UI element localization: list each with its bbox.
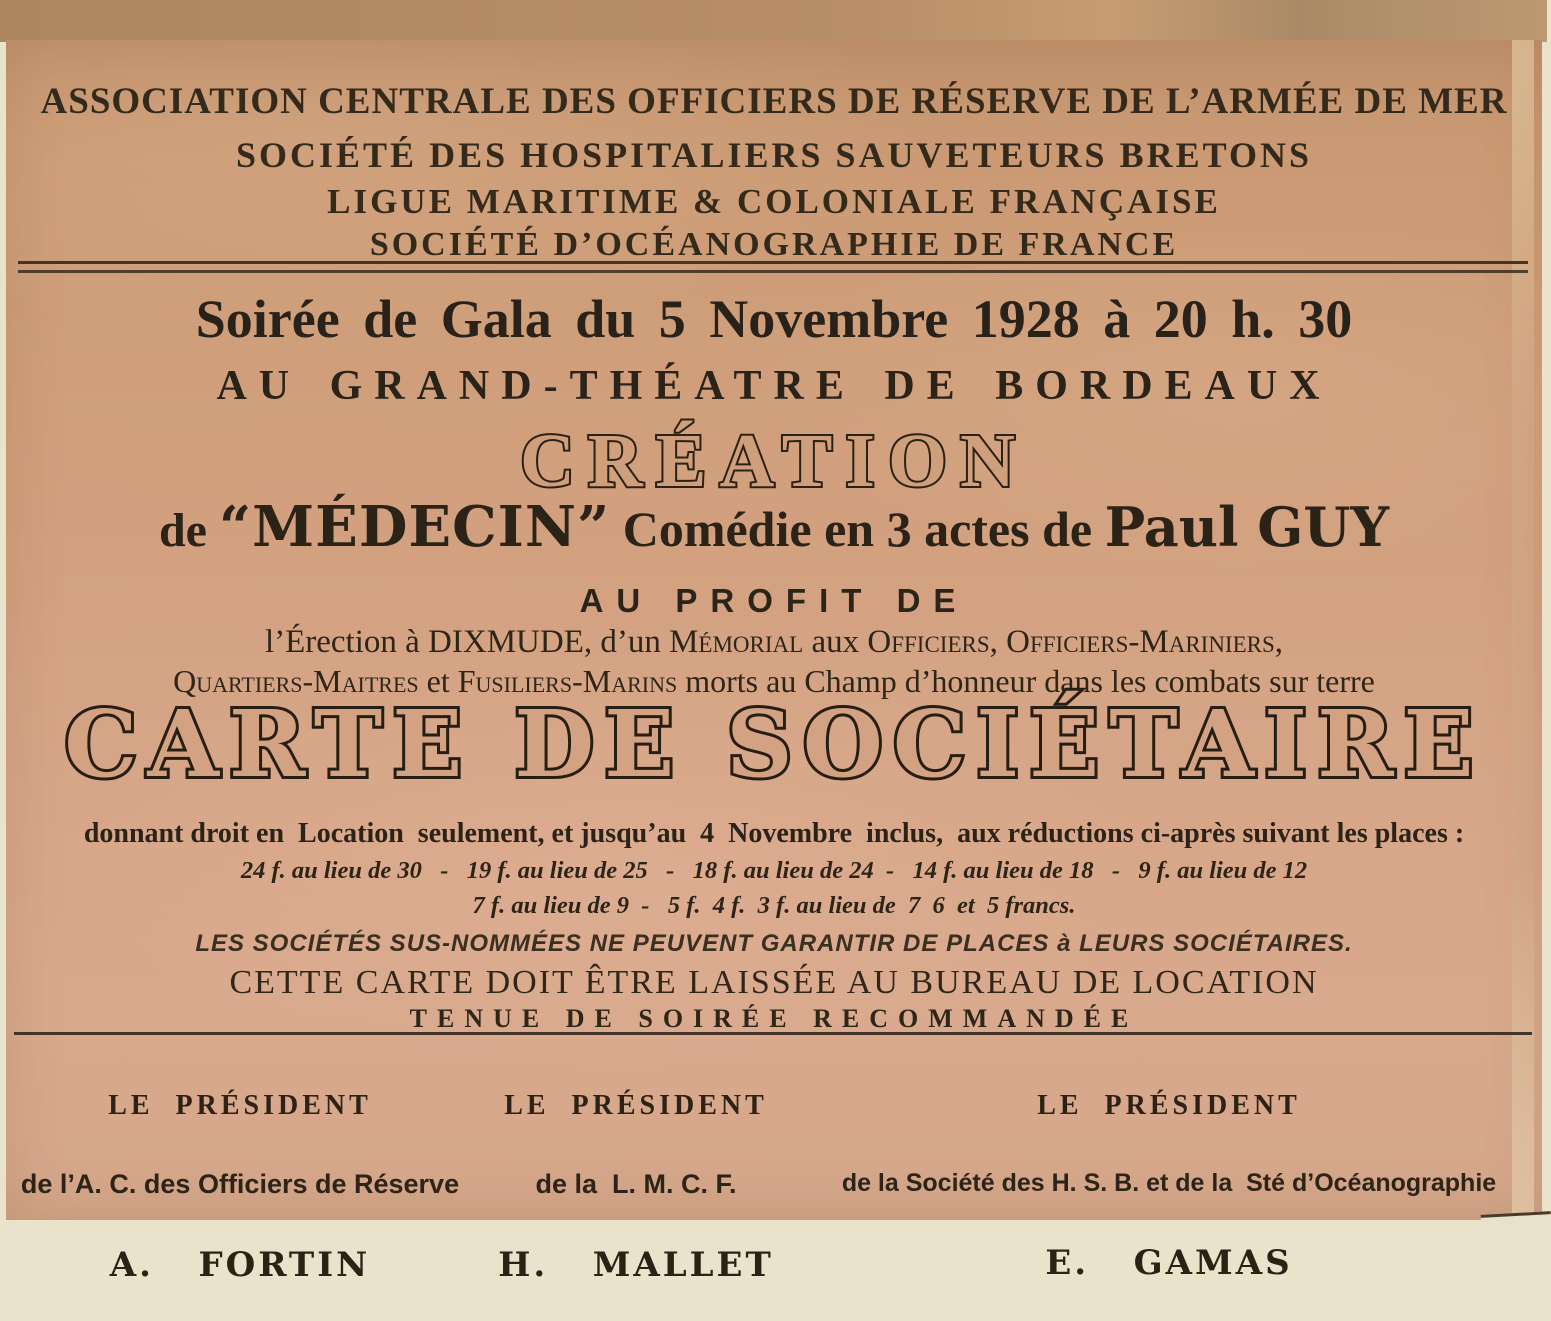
benefit-line-1 (6, 624, 1542, 661)
signature-block-gamas (806, 1054, 1532, 1319)
benefit-line1-aux: aux (803, 624, 868, 660)
signature-name: A. FORTIN (109, 1245, 371, 1285)
org-line-hospitaliers-sauveteurs: SOCIÉTÉ DES HOSPITALIERS SAUVETEURS BRETONS (236, 135, 1312, 175)
societaire-card (6, 40, 1542, 1285)
prices-line-1: 24 f. au lieu de 30 - 19 f. au lieu de 25 - 18 f. au lieu de 24 - 14 f. au lieu de 18 - 9 f. au lieu de 12 (240, 857, 1308, 884)
org-line-oceanographie: SOCIÉTÉ D’OCÉANOGRAPHIE DE FRANCE (369, 226, 1179, 263)
play-title: “MÉDECIN” (218, 494, 611, 560)
benefit-line1-officiers: Officiers, Officiers-Mariniers, (867, 624, 1284, 660)
benefit-line2-et: et (418, 663, 458, 699)
org-line-association-centrale: ASSOCIATION CENTRALE DES OFFICIERS DE RÉSERVE DE L’ARMÉE DE MER (40, 81, 1508, 122)
play-prefix: de (158, 504, 219, 557)
play-author: Paul GUY (1104, 495, 1390, 559)
signature-title: LE PRÉSIDENT (504, 1090, 768, 1121)
signature-name: H. MALLET (498, 1245, 774, 1285)
guarantee-line: LES SOCIÉTÉS SUS-NOMMÉES NE PEUVENT GARANTIR DE PLACES à LEURS SOCIÉTAIRES. (195, 930, 1353, 957)
org-line-ligue-maritime: LIGUE MARITIME & COLONIALE FRANÇAISE (327, 182, 1221, 221)
benefit-heading: AU PROFIT DE (579, 582, 969, 619)
play-line (6, 494, 1542, 560)
benefit-line1-text: l’Érection à DIXMUDE, d’un (264, 624, 670, 660)
benefit-line2-fusiliers: Fusiliers-Marins (457, 663, 678, 699)
single-rule-divider (14, 1032, 1532, 1035)
venue-line: AU GRAND-THÉATRE DE BORDEAUX (216, 363, 1332, 409)
signature-block-mallet (476, 1054, 796, 1321)
benefit-line2-quartiers: Quartiers-Maitres (173, 663, 419, 699)
creation-title: CRÉATION (520, 419, 1028, 503)
double-rule-divider (18, 261, 1528, 273)
card-title: CARTE DE SOCIÉTAIRE (64, 690, 1484, 798)
signature-title: LE PRÉSIDENT (1037, 1090, 1301, 1121)
signature-org: de la Société des H. S. B. et de la Sté d’Océanographie (841, 1169, 1497, 1197)
signature-title: LE PRÉSIDENT (108, 1090, 372, 1121)
signature-org: de l’A. C. des Officiers de Réserve (20, 1169, 460, 1199)
gala-date-line: Soirée de Gala du 5 Novembre 1928 à 20 h. 30 (195, 289, 1353, 349)
dress-code-line: TENUE DE SOIRÉE RECOMMANDÉE (409, 1004, 1139, 1033)
prices-line-2: 7 f. au lieu de 9 - 5 f. 4 f. 3 f. au lieu de 7 6 et 5 francs. (472, 892, 1076, 919)
benefit-line2-morts: morts au Champ d’honneur dans les combats sur terre (677, 663, 1375, 699)
benefit-line1-memorial: Mémorial (669, 624, 804, 660)
signature-block-fortin (20, 1054, 460, 1321)
card-bottom-right-corner (1481, 1211, 1551, 1231)
backing-card-edge (0, 0, 1547, 42)
signature-name: E. GAMAS (1045, 1243, 1293, 1283)
play-middle: Comédie en 3 actes de (610, 501, 1105, 557)
signature-org: de la L. M. C. F. (535, 1169, 737, 1199)
rights-line: donnant droit en Location seulement, et jusqu’au 4 Novembre inclus, aux réductions ci-après suivant les places : (83, 818, 1465, 849)
deposit-line: CETTE CARTE DOIT ÊTRE LAISSÉE AU BUREAU DE LOCATION (229, 964, 1319, 1001)
